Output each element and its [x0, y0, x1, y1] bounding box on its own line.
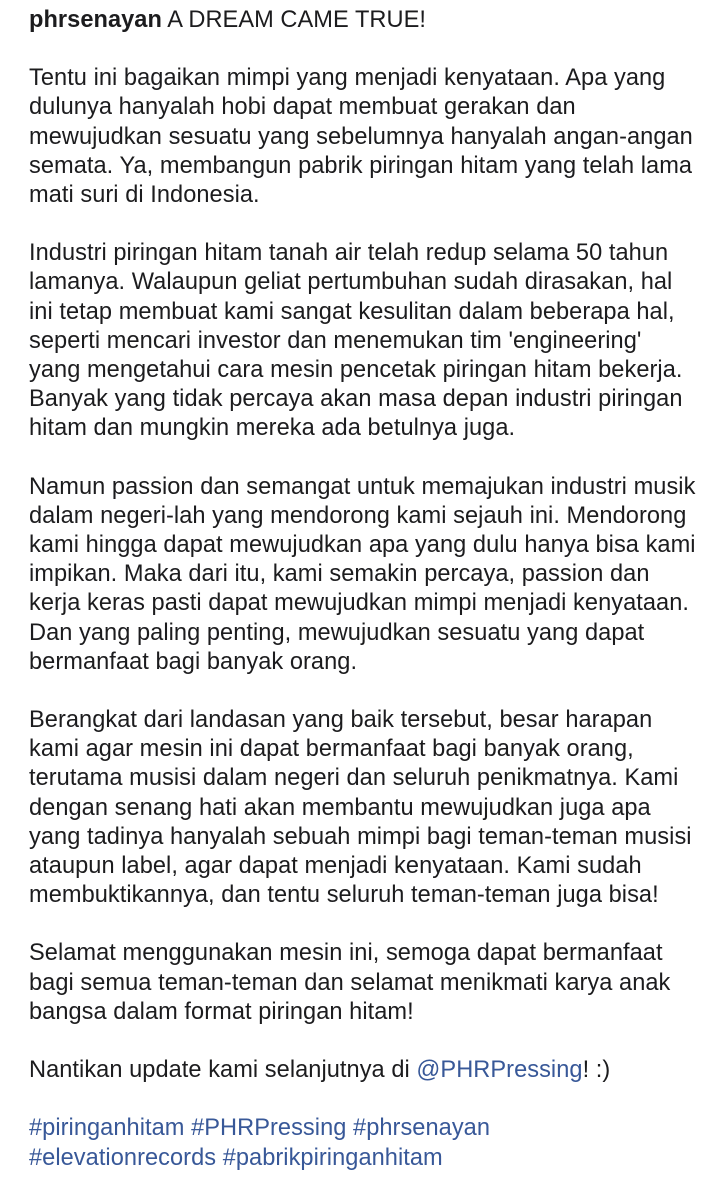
- caption-paragraph-5: Selamat menggunakan mesin ini, semoga dapat bermanfaat bagi semua teman-teman dan selamat menikmati karya anak bangsa dalam format piringan hitam!: [29, 940, 671, 1025]
- closing-suffix: ! :): [582, 1057, 611, 1084]
- hashtag-link[interactable]: #phrsenayan: [353, 1115, 491, 1142]
- caption-headline: [29, 6, 696, 35]
- hashtag-list: [29, 1114, 696, 1172]
- mention-link-phrpressing[interactable]: @PHRPressing: [416, 1057, 583, 1084]
- hashtag-link[interactable]: #pabrikpiringanhitam: [222, 1144, 443, 1171]
- hashtag-link[interactable]: #PHRPressing: [191, 1115, 347, 1142]
- caption-paragraph-2: Industri piringan hitam tanah air telah redup selama 50 tahun lamanya. Walaupun geliat pertumbuhan sudah dirasakan, hal ini tetap membuat kami sangat kesulitan dalam beberapa hal, seperti mencari investor dan menemukan tim 'engineering' yang mengetahui cara mesin pencetak piringan hitam bekerja. Banyak yang tidak percaya akan masa depan industri piringan hitam dan mungkin mereka ada betulnya juga.: [29, 240, 683, 442]
- headline-text: A DREAM CAME TRUE!: [167, 7, 426, 33]
- hashtag-link[interactable]: #elevationrecords: [29, 1144, 217, 1171]
- username-link[interactable]: phrsenayan: [29, 7, 162, 33]
- closing-prefix: Nantikan update kami selanjutnya di: [29, 1057, 417, 1084]
- caption-paragraph-1: Tentu ini bagaikan mimpi yang menjadi kenyataan. Apa yang dulunya hanyalah hobi dapat membuat gerakan dan mewujudkan sesuatu yang sebelumnya hanyalah angan-angan semata. Ya, membangun pabrik piringan hitam yang telah lama mati suri di Indonesia.: [29, 65, 693, 209]
- caption-paragraph-4: Berangkat dari landasan yang baik tersebut, besar harapan kami agar mesin ini dapat bermanfaat bagi banyak orang, terutama musisi dalam negeri dan seluruh penikmatnya. Kami dengan senang hati akan membantu mewujudkan juga apa yang tadinya hanyalah sebuah mimpi bagi teman-teman musisi ataupun label, agar dapat menjadi kenyataan. Kami sudah membuktikannya, dan tentu seluruh teman-teman juga bisa!: [29, 707, 692, 909]
- caption-closing: [29, 1056, 696, 1085]
- hashtag-link[interactable]: #piringanhitam: [29, 1115, 185, 1142]
- caption-paragraph-3: Namun passion dan semangat untuk memajukan industri musik dalam negeri-lah yang mendorong kami sejauh ini. Mendorong kami hingga dapat mewujudkan apa yang dulu hanya bisa kami impikan. Maka dari itu, kami semakin percaya, passion dan kerja keras pasti dapat mewujudkan mimpi menjadi kenyataan. Dan yang paling penting, mewujudkan sesuatu yang dapat bermanfaat bagi banyak orang.: [29, 473, 696, 675]
